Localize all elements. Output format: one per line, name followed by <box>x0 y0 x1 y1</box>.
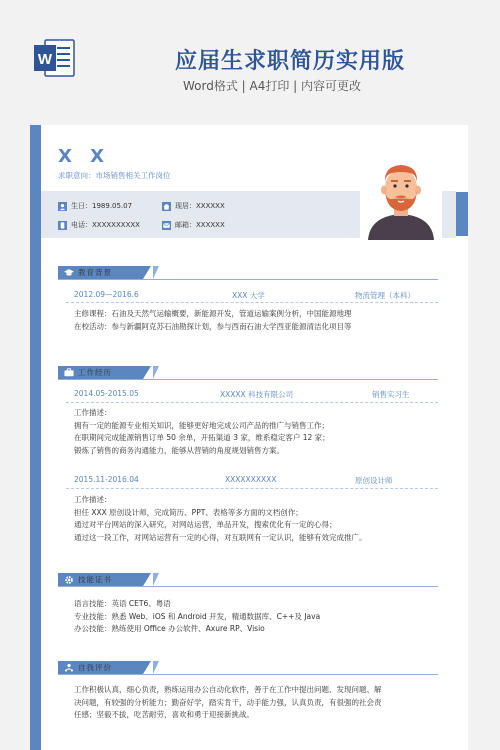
job-line: 工作描述： <box>74 495 112 504</box>
skills-list <box>74 598 320 636</box>
briefcase-icon <box>64 368 74 377</box>
graduation-cap-icon <box>64 268 74 277</box>
svg-text:W: W <box>37 51 53 68</box>
email-value: XXXXXX <box>196 221 225 229</box>
job-intent-label: 求职意向： <box>58 171 96 180</box>
phone-label: 电话： <box>71 221 92 229</box>
candidate-name: X X <box>58 146 111 167</box>
page-title: 应届生求职简历实用版 <box>175 49 406 74</box>
job-description <box>74 407 330 457</box>
location-info <box>162 201 225 211</box>
edu-major: 物流管理（本科） <box>355 291 415 300</box>
job-line: 工作描述： <box>74 408 112 417</box>
job-line: 在职期间完成能源销售订单 50 余单，开拓渠道 3 家，维系稳定客户 12 家； <box>74 433 330 442</box>
location-value: XXXXXX <box>196 202 225 210</box>
section-title-work: 工作经历 <box>78 368 112 377</box>
dashed-divider <box>66 488 438 489</box>
edu-details <box>74 308 352 333</box>
skill-line: 语言技能：英语 CET6、粤语 <box>74 599 171 608</box>
job-line: 担任 XXX 原创设计师，完成简历、PPT、表格等多方面的文档创作； <box>74 507 303 517</box>
self-line: 任感；坚毅不拔，吃苦耐劳，喜欢和勇于迎接新挑战。 <box>74 710 254 719</box>
self-line: 决问题，有较强的分析能力；勤奋好学，踏实肯干，动手能力强，认真负责，有很强的社会责 <box>74 697 382 707</box>
people-icon <box>64 663 74 673</box>
job-line: 通过对平台网站的深入研究，对网站运营，单品开发，搜索优化有一定的心得； <box>74 520 337 529</box>
section-divider <box>58 674 438 675</box>
location-label: 现居： <box>175 202 196 210</box>
section-divider <box>58 379 438 380</box>
job-intent <box>58 170 171 181</box>
word-doc-icon <box>33 39 75 77</box>
phone-icon <box>58 221 67 230</box>
email-label: 邮箱： <box>175 221 196 229</box>
email-info <box>162 220 225 230</box>
self-evaluation-text <box>74 684 382 722</box>
right-accent-bar <box>456 192 468 236</box>
section-title-skills: 技能证书 <box>78 575 112 584</box>
dashed-divider <box>66 402 438 403</box>
section-divider <box>58 586 438 587</box>
job-period: 2015.11-2016.04 <box>74 475 139 484</box>
section-divider <box>58 279 438 280</box>
top-banner <box>0 0 500 105</box>
job-company: XXXXX 科技有限公司 <box>220 390 294 399</box>
avatar <box>360 154 442 240</box>
self-line: 工作积极认真，细心负责，熟练运用办公自动化软件，善于在工作中提出问题、发现问题、解 <box>74 685 382 694</box>
section-title-education: 教育背景 <box>78 268 112 277</box>
skill-line: 办公技能：熟练使用 Office 办公软件、Axure RP、Visio <box>74 624 265 633</box>
dashed-divider <box>66 302 438 303</box>
home-icon <box>162 202 171 211</box>
birth-info <box>58 201 132 211</box>
job-position: 原创设计师 <box>355 476 393 485</box>
job-description <box>74 494 367 544</box>
left-accent-bar <box>30 125 41 750</box>
phone-info <box>58 220 140 230</box>
mail-icon <box>162 221 171 230</box>
user-icon <box>58 202 67 211</box>
skill-line: 专业技能：熟悉 Web、iOS 和 Android 开发，精通数据库、C++及 Java <box>74 611 321 621</box>
section-title-self: 自我评价 <box>78 663 112 672</box>
edu-school: XXX 大学 <box>232 291 265 300</box>
phone-value: XXXXXXXXXX <box>92 221 140 229</box>
page-subtitle: Word格式 | A4打印 | 内容可更改 <box>183 79 362 93</box>
job-line: 拥有一定的能源专业相关知识，能够更好地完成公司产品的推广与销售工作； <box>74 420 329 430</box>
birth-label: 生日： <box>71 202 92 210</box>
job-line: 锻炼了销售的商务沟通能力，能够从营销的角度规划销售方案。 <box>74 445 284 455</box>
birth-value: 1989.05.07 <box>92 202 133 210</box>
job-intent-value: 市场销售相关工作岗位 <box>95 171 171 180</box>
job-period: 2014.05-2015.05 <box>74 389 139 398</box>
edu-period: 2012.09—2016.6 <box>74 290 139 299</box>
job-position: 销售实习生 <box>372 390 410 399</box>
edu-line: 主修课程：石油及天然气运输概要，新能源开发，管道运输案例分析，中国能源地理 <box>74 309 352 318</box>
job-company: XXXXXXXXXX <box>225 475 277 484</box>
edu-line: 在校活动：参与新疆阿克苏石油勘探计划，参与西南石油大学西亚能源清洁化项目等 <box>74 321 352 331</box>
gear-icon <box>64 575 74 585</box>
job-line: 通过这一段工作，对网站运营有一定的心得，对互联网有一定认识，能够有效完成推广。 <box>74 532 367 542</box>
